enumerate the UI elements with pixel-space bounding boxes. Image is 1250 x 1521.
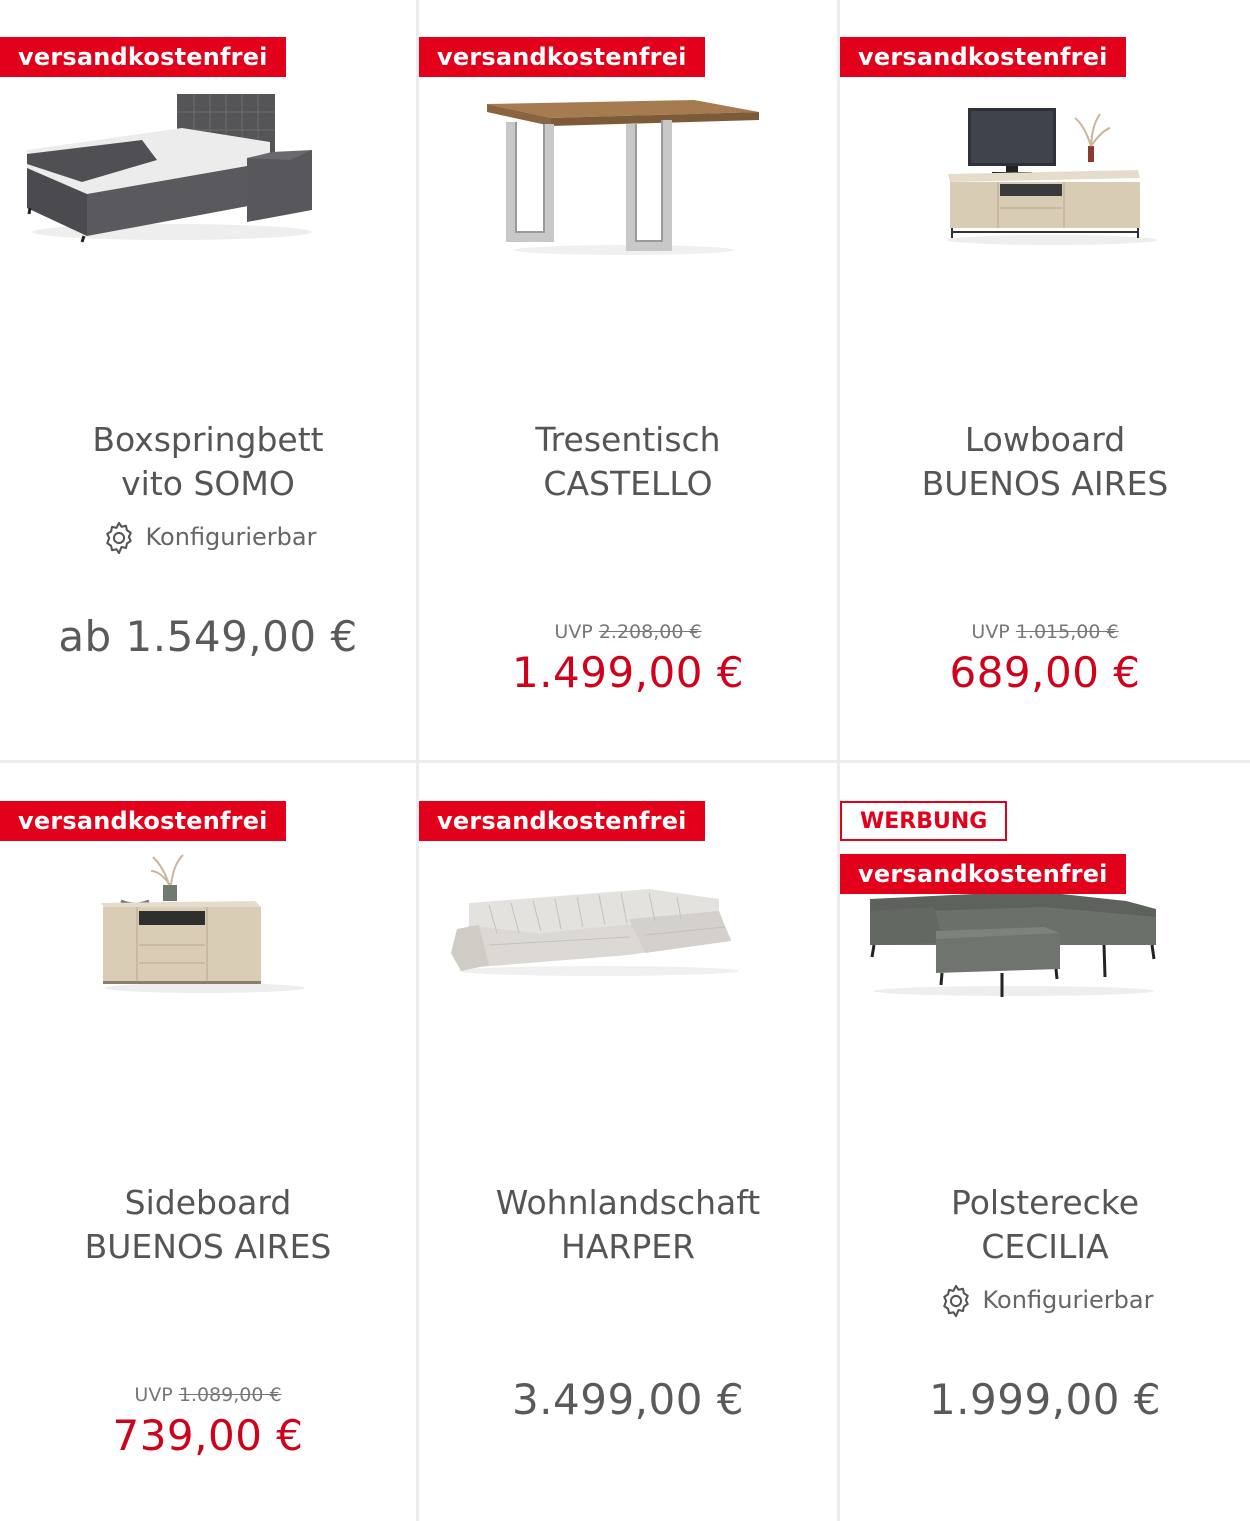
- boxspring-bed-icon[interactable]: [22, 90, 314, 245]
- product-price: ab 1.549,00 €: [58, 612, 358, 661]
- product-title-line2: HARPER: [561, 1227, 695, 1266]
- shipping-free-badge: versandkostenfrei: [840, 37, 1126, 77]
- advertising-label: WERBUNG: [840, 801, 1007, 841]
- product-card-wohnlandschaft[interactable]: [419, 763, 837, 1521]
- product-title-line1: Lowboard: [964, 420, 1126, 459]
- product-title-line2: vito SOMO: [121, 464, 295, 503]
- sideboard-icon[interactable]: [95, 845, 305, 995]
- product-card-sideboard[interactable]: [0, 763, 416, 1521]
- product-title-line2: BUENOS AIRES: [921, 464, 1169, 503]
- product-price: 1.999,00 €: [928, 1375, 1162, 1424]
- uvp-old-price: 1.089,00 €: [178, 1384, 282, 1406]
- product-price: 3.499,00 €: [511, 1375, 745, 1424]
- product-title-line2: CECILIA: [981, 1227, 1109, 1266]
- shipping-free-badge: versandkostenfrei: [840, 854, 1126, 894]
- product-title-line1: Boxspringbett: [92, 420, 324, 459]
- product-price: 739,00 €: [112, 1411, 304, 1460]
- product-card-lowboard[interactable]: [840, 0, 1250, 760]
- product-price: 689,00 €: [949, 648, 1141, 697]
- product-price: 1.499,00 €: [511, 648, 745, 697]
- shipping-free-badge: versandkostenfrei: [0, 37, 286, 77]
- product-title-line1: Polsterecke: [950, 1183, 1140, 1222]
- sofa-landscape-icon[interactable]: [449, 875, 739, 979]
- uvp-price: [840, 620, 1250, 644]
- product-card-polsterecke[interactable]: [840, 763, 1250, 1521]
- configurable-hint: [840, 1282, 1250, 1320]
- lowboard-icon[interactable]: [940, 100, 1160, 248]
- uvp-old-price: 2.208,00 €: [598, 621, 702, 643]
- gear-icon: [100, 519, 138, 557]
- product-title-line1: Sideboard: [124, 1183, 292, 1222]
- product-title-line1: Wohnlandschaft: [495, 1183, 761, 1222]
- bar-table-icon[interactable]: [479, 92, 769, 257]
- configurable-label: Konfigurierbar: [982, 1286, 1154, 1314]
- uvp-price: [0, 1383, 416, 1407]
- product-card-tresentisch[interactable]: [419, 0, 837, 760]
- configurable-hint: [0, 519, 416, 557]
- product-title-line2: BUENOS AIRES: [84, 1227, 332, 1266]
- gear-icon: [937, 1282, 975, 1320]
- shipping-free-badge: versandkostenfrei: [419, 37, 705, 77]
- shipping-free-badge: versandkostenfrei: [0, 801, 286, 841]
- product-title-line1: Tresentisch: [535, 420, 721, 459]
- product-title-line2: CASTELLO: [543, 464, 713, 503]
- product-card-boxspringbett[interactable]: [0, 0, 416, 760]
- uvp-price: [419, 620, 837, 644]
- uvp-label: UVP: [554, 621, 593, 643]
- shipping-free-badge: versandkostenfrei: [419, 801, 705, 841]
- configurable-label: Konfigurierbar: [145, 523, 317, 551]
- uvp-label: UVP: [134, 1384, 173, 1406]
- uvp-old-price: 1.015,00 €: [1015, 621, 1119, 643]
- uvp-label: UVP: [971, 621, 1010, 643]
